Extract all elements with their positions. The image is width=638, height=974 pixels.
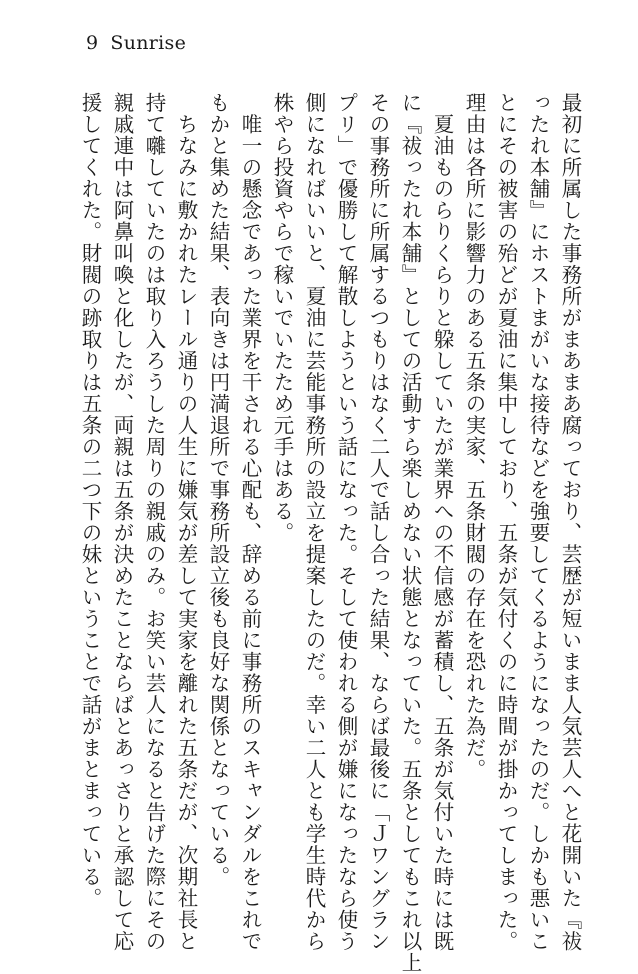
- text-column: ったれ本舗』にホストまがいな接待などを強要してくるようになったのだ。しかも悪いこ: [526, 92, 550, 952]
- text-column: 親戚連中は阿鼻叫喚と化したが、両親は五条が決めたことならばとあっさりと承認して応: [110, 92, 134, 952]
- text-column: 最初に所属した事務所がまあまあ腐っており、芸歴が短いまま人気芸人へと花開いた『祓: [558, 92, 582, 952]
- vertical-text-body: [78, 92, 582, 974]
- page-number: 9: [86, 32, 99, 54]
- text-column: 側になればいいと、夏油に芸能事務所の設立を提案したのだ。幸い二人とも学生時代から: [302, 92, 326, 952]
- text-column: に『祓ったれ本舗』としての活動すら楽しめない状態となっていた。五条としてもこれ以上: [398, 92, 422, 974]
- text-column: 援してくれた。財閥の跡取りは五条の二つ下の妹ということで話がまとまっている。: [78, 92, 102, 909]
- text-column: ちなみに敷かれたレール通りの人生に嫌気が差して実家を離れた五条だが、次期社長と: [174, 92, 198, 952]
- text-column: もかと集めた結果、表向きは円満退所で事務所設立後も良好な関係となっている。: [206, 92, 230, 888]
- text-column: 理由は各所に影響力のある五条の実家、五条財閥の存在を恐れた為だ。: [462, 92, 486, 780]
- running-header: [86, 32, 186, 54]
- chapter-title: Sunrise: [110, 32, 187, 54]
- text-column: 唯一の懸念であった業界を干される心配も、辞める前に事務所のスキャンダルをこれで: [238, 92, 262, 952]
- text-column: その事務所に所属するつもりはなく二人で話し合った結果、ならば最後に「Ｊワングラン: [366, 92, 390, 952]
- text-column: 持て囃していたのは取り入ろうした周りの親戚のみ。お笑い芸人になると告げた際にその: [142, 92, 166, 952]
- text-column: プリ」で優勝して解散しようという話になった。そして使われる側が嫌になったなら使う: [334, 92, 358, 952]
- text-column: 夏油ものらりくらりと躱していたが業界への不信感が蓄積し、五条が気付いた時には既: [430, 92, 454, 952]
- text-column: 株やら投資やらで稼いでいたため元手はある。: [270, 92, 294, 544]
- text-column: とにその被害の殆どが夏油に集中しており、五条が気付くのに時間が掛かってしまった。: [494, 92, 518, 952]
